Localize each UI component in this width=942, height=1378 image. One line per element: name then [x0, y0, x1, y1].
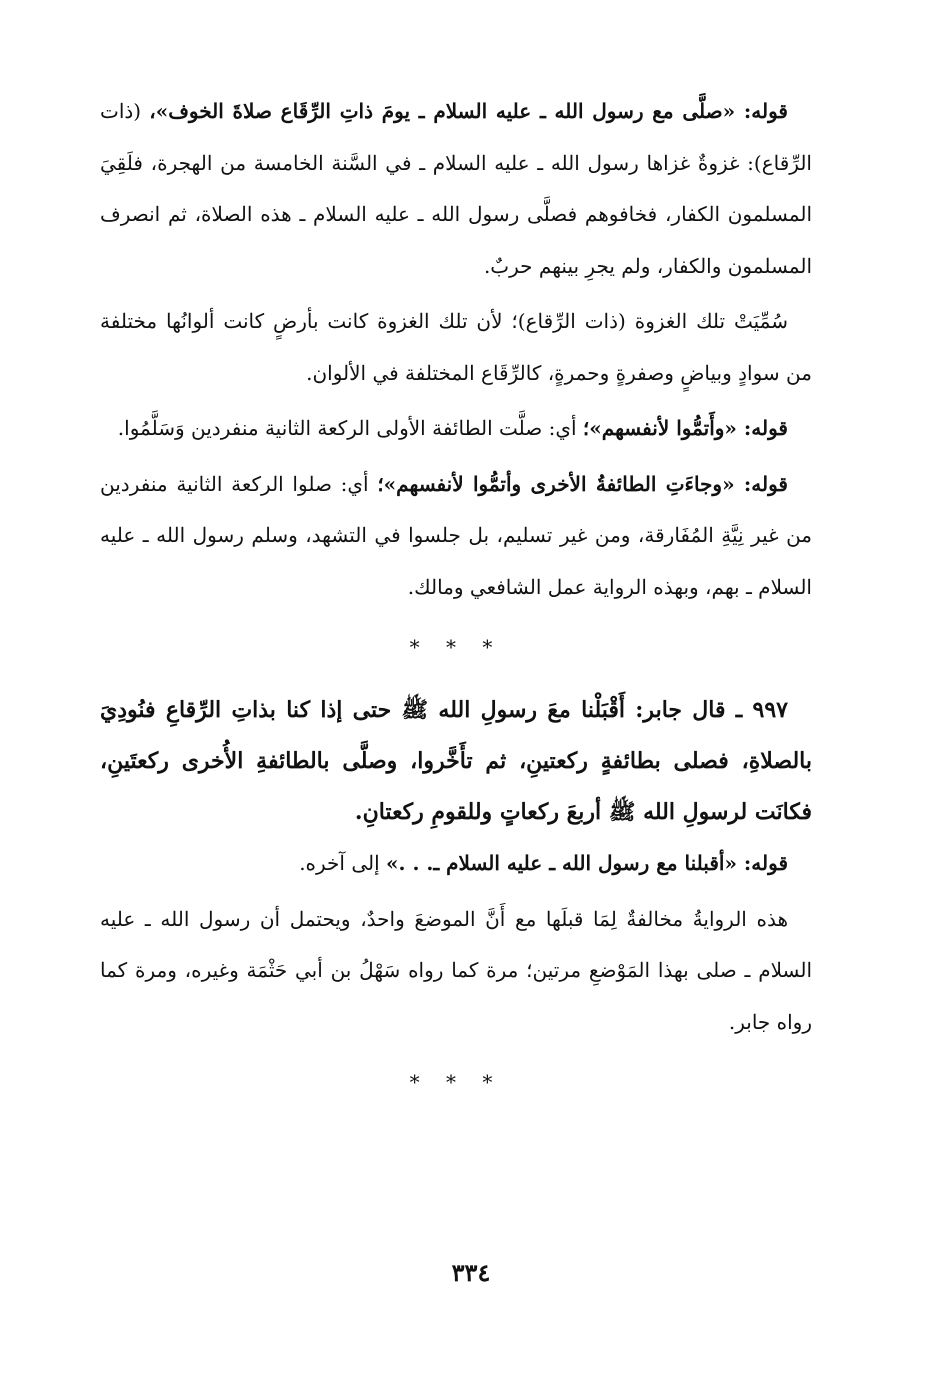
- section-divider-2: * * *: [409, 1070, 503, 1094]
- paragraph-4-lead: قوله: «وجاءَتِ الطائفةُ الأخرى وأتمُّوا لأنفسهم»؛: [377, 471, 788, 496]
- commentary-2-text: هذه الروايةُ مخالفةٌ لِمَا قبلَها مع أَنَّ الموضعَ واحدٌ، ويحتمل أن رسول الله ـ عليه السلام ـ صلى بهذا المَوْضعِ مرتين؛ مرة كما رواه سَهْلُ بن أبي حَثْمَة وغيره، ومرة كما رواه جابر.: [100, 906, 812, 1034]
- page-number: ٣٣٤: [451, 1258, 491, 1287]
- paragraph-3: [100, 403, 812, 455]
- commentary-2: [100, 894, 812, 1049]
- paragraph-2-text: سُمِّيَتْ تلك الغزوة (ذات الرِّقاع)؛ لأن تلك الغزوة كانت بأرضٍ كانت ألوانُها مختلفة من سوادٍ وبياضٍ وصفرةٍ وحمرةٍ، كالرِّقَاع المختلفة في الألوان.: [100, 309, 812, 385]
- paragraph-4-text: أي: صلوا الركعة الثانية منفردين من غير نِيَّةِ المُفَارقة، ومن غير تسليم، بل جلسوا في التشهد، وسلم رسول الله ـ عليه السلام ـ بهم، وبهذه الرواية عمل الشافعي ومالك.: [100, 471, 812, 599]
- paragraph-3-lead: قوله: «وأَتمُّوا لأنفسهم»؛: [582, 416, 788, 440]
- commentary-1: [100, 838, 812, 890]
- paragraph-1-text: (ذات الرِّقاع): غزوةٌ غزاها رسول الله ـ عليه السلام ـ في السَّنة الخامسة من الهجرة، فلَقِيَ المسلمون الكفار، فخافوهم فصلَّى رسول الله ـ عليه السلام ـ هذه الصلاة، ثم انصرف المسلمون والكفار، ولم يجرِ بينهم حربٌ.: [100, 99, 812, 278]
- commentary-1-lead: قوله: «أقبلنا مع رسول الله ـ عليه السلام ـ. . .»: [386, 851, 788, 875]
- paragraph-3-text: أي: صلَّت الطائفة الأولى الركعة الثانية منفردين وَسَلَّمُوا.: [117, 416, 583, 440]
- paragraph-1-lead: قوله: «صلَّى مع رسول الله ـ عليه السلام ـ يومَ ذاتِ الرِّقَاع صلاةَ الخوف»،: [149, 99, 788, 123]
- hadith-text: ٩٩٧ ـ قال جابر: أَقْبَلْنا معَ رسولِ الله ﷺ حتى إذا كنا بذاتِ الرِّقاعِ فنُودِيَ بالصلاةِ، فصلى بطائفةٍ ركعتينِ، ثم تأَخَّروا، وصلَّى بالطائفةِ الأُخرى ركعتَينِ، فكانَت لرسولِ الله ﷺ أربعَ ركعاتٍ وللقومِ ركعتانِ.: [100, 697, 812, 825]
- section-divider-1: * * *: [409, 635, 503, 659]
- paragraph-2: [100, 296, 812, 399]
- page-body: [100, 86, 812, 1120]
- paragraph-1: [100, 86, 812, 292]
- commentary-1-text: إلى آخره.: [299, 851, 387, 875]
- paragraph-4: [100, 459, 812, 614]
